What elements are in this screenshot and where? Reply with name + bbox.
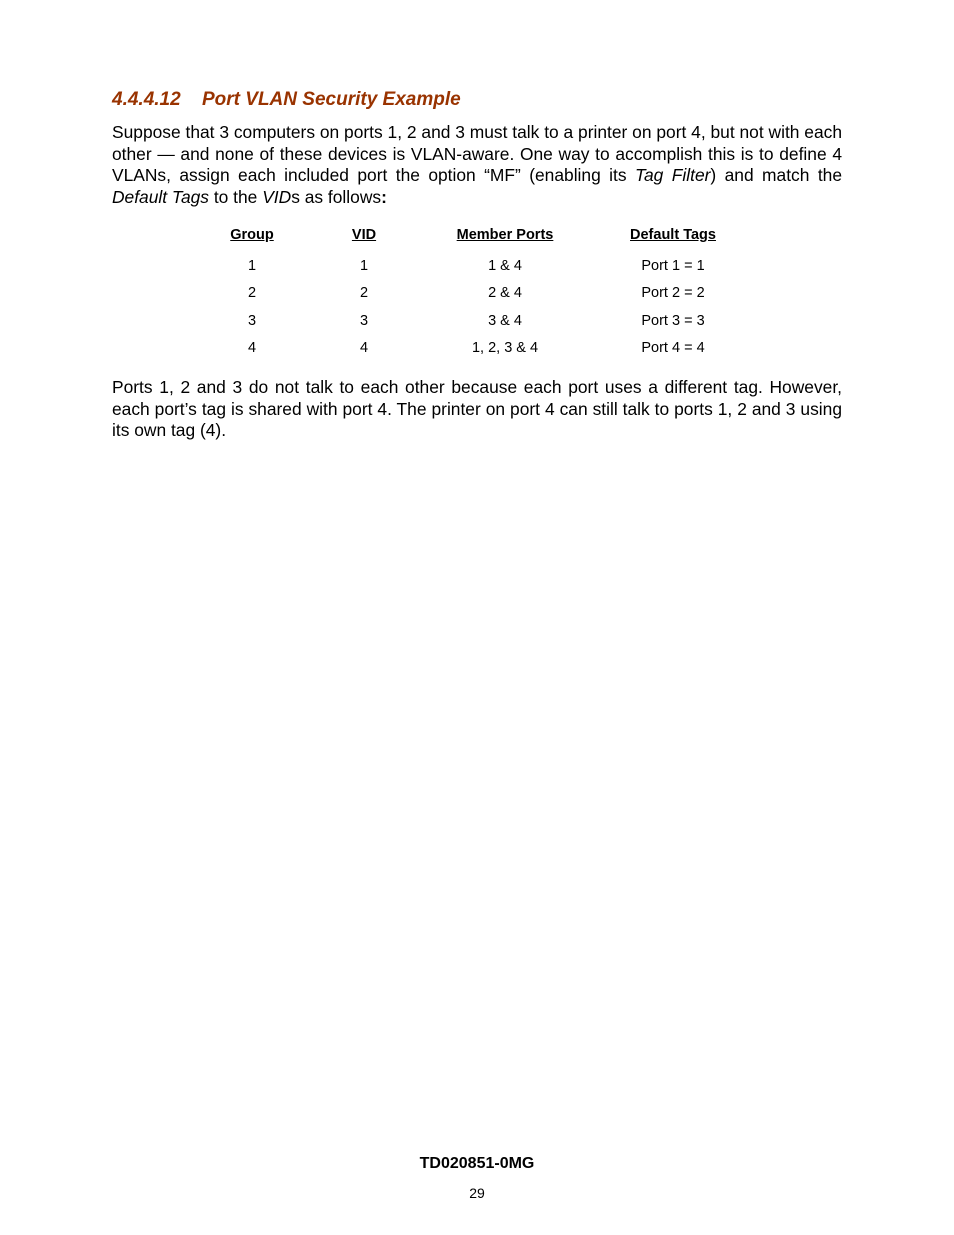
intro-text-4: s as follows	[291, 186, 382, 207]
header-group: Group	[230, 227, 274, 243]
footer-document-id: TD020851-0MG	[419, 1155, 535, 1172]
cell-group-row-3: 3	[247, 313, 257, 329]
intro-term-vid: VID	[262, 186, 292, 207]
cell-vid-row-1: 1	[359, 258, 369, 274]
cell-group-row-2: 2	[247, 285, 257, 301]
cell-member-ports-row-1: 1 & 4	[488, 258, 522, 274]
cell-vid-row-2: 2	[359, 285, 369, 301]
section-title: Port VLAN Security Example	[202, 89, 461, 110]
intro-text-3: to the	[209, 186, 263, 207]
conclusion-paragraph: Ports 1, 2 and 3 do not talk to each other because each port uses a different tag. However, each port’s tag is shared with port 4. The printer on port 4 can still talk to ports 1, 2 and 3 using its own tag (4).	[112, 377, 842, 440]
cell-vid-row-4: 4	[359, 340, 369, 356]
header-member-ports: Member Ports	[456, 227, 554, 243]
section-heading	[112, 89, 461, 111]
cell-default-tags-row-4: Port 4 = 4	[641, 340, 705, 356]
header-default-tags: Default Tags	[630, 227, 716, 243]
cell-member-ports-row-4: 1, 2, 3 & 4	[471, 340, 539, 356]
cell-default-tags-row-3: Port 3 = 3	[641, 313, 705, 329]
header-vid: VID	[351, 227, 377, 243]
cell-default-tags-row-1: Port 1 = 1	[641, 258, 705, 274]
intro-text-2: ) and match the	[710, 165, 842, 185]
intro-paragraph	[112, 122, 842, 208]
cell-group-row-1: 1	[247, 258, 257, 274]
cell-group-row-4: 4	[247, 340, 257, 356]
intro-colon: :	[381, 186, 387, 207]
intro-term-default-tags: Default Tags	[112, 186, 209, 207]
cell-default-tags-row-2: Port 2 = 2	[641, 285, 705, 301]
cell-member-ports-row-2: 2 & 4	[488, 285, 522, 301]
footer-page-number: 29	[469, 1185, 485, 1201]
section-number: 4.4.4.12	[112, 89, 181, 110]
intro-text-1: Suppose that 3 computers on ports 1, 2 and 3 must talk to a printer on port 4, but not with each other — and none of these devices is VLAN-aware. One way to accomplish this is to define 4 VLANs, assign each included port the option “MF” (enabling its	[112, 122, 842, 185]
cell-vid-row-3: 3	[359, 313, 369, 329]
intro-term-tag-filter: Tag Filter	[634, 165, 711, 185]
cell-member-ports-row-3: 3 & 4	[488, 313, 522, 329]
